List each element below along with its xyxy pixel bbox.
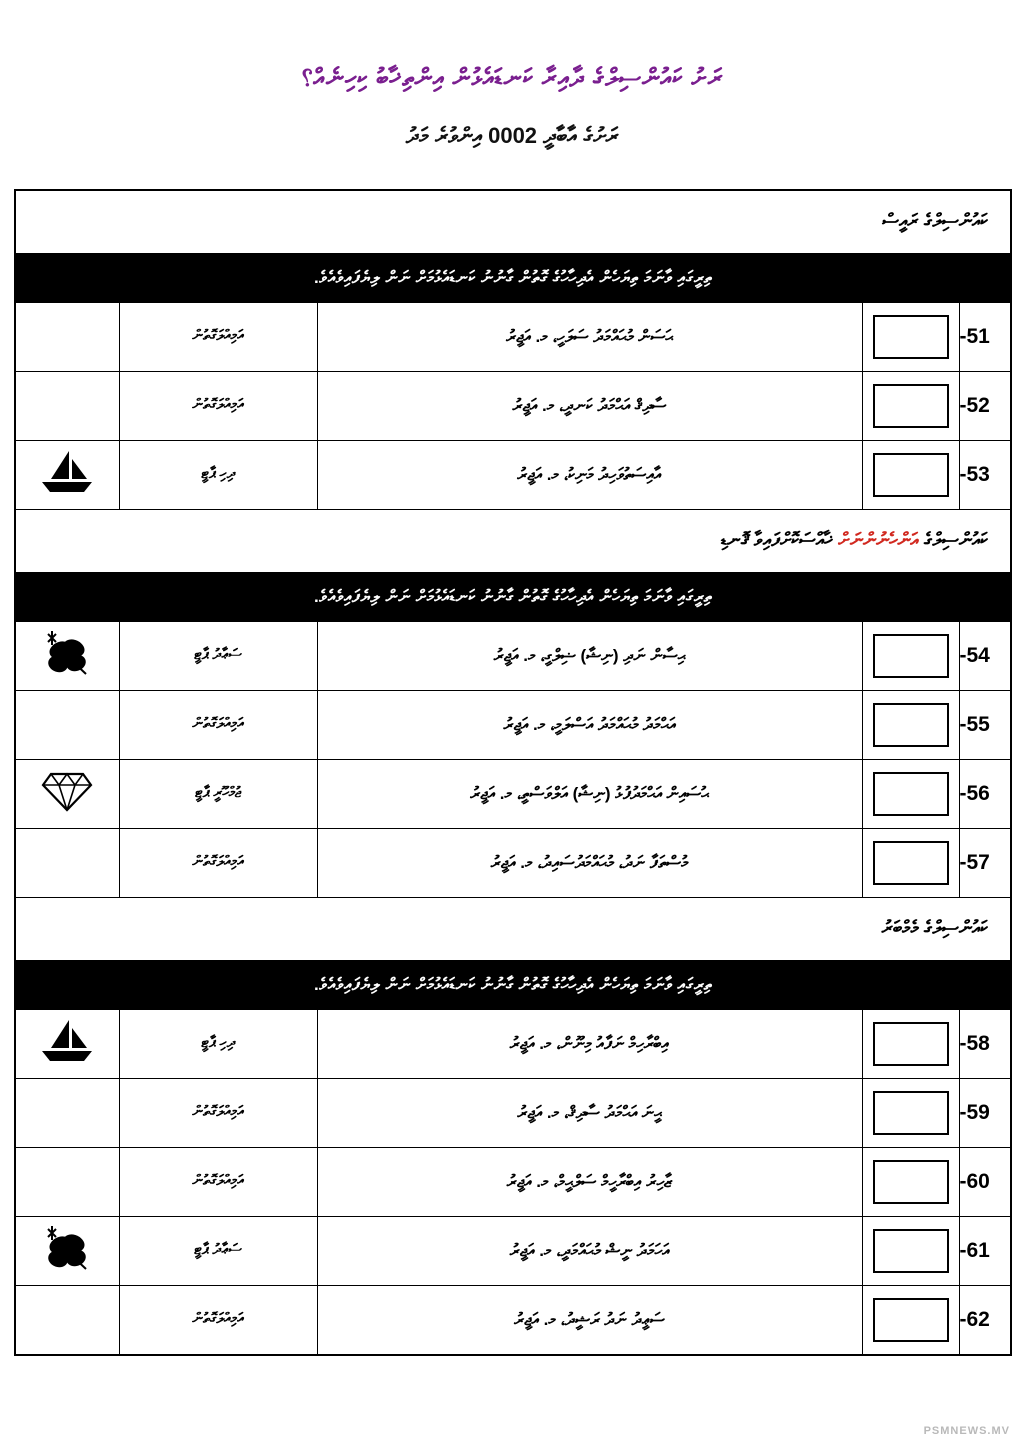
candidate-symbol-cell (15, 440, 119, 509)
candidate-affiliation-cell: އަމިއްލަގޮތުން (119, 1078, 317, 1147)
table-row (15, 621, 1011, 690)
sailboat-icon (39, 1018, 95, 1068)
table-row (15, 759, 1011, 828)
candidate-number-cell: -62 (959, 1285, 1011, 1355)
candidate-number-cell: -56 (959, 759, 1011, 828)
page-subtitle: ރަށުގެ އާބާދީ 2000 އިންވުރެ މަދު (405, 122, 619, 148)
candidate-number-cell: -54 (959, 621, 1011, 690)
vote-box-cell[interactable] (862, 1009, 959, 1078)
candidate-number-cell: -59 (959, 1078, 1011, 1147)
candidate-symbol-cell (15, 1147, 119, 1216)
vote-checkbox[interactable] (873, 1229, 949, 1273)
table-row (15, 1285, 1011, 1355)
candidate-symbol-cell (15, 690, 119, 759)
section-heading-row (15, 897, 1011, 960)
candidate-affiliation-cell: ސަޢާދު ޕާޓީ (119, 1216, 317, 1285)
candidate-number-cell: -58 (959, 1009, 1011, 1078)
candidate-name-cell: ޙިސާން ނަދި (ނިޝާ) ޟިލްގީ، މ. އަޖީރު (317, 621, 862, 690)
vote-box-cell[interactable] (862, 440, 959, 509)
candidate-affiliation-cell: އަމިއްލަގޮތުން (119, 302, 317, 371)
candidate-affiliation-cell: ދިހި ޕާޓީ (119, 1009, 317, 1078)
instruction-band: ތިރީގައި ވާނަމަ ތިޔަހެން އެދިހާހުގެ ގޮތުން ގާނުނު ކަނޑައެޅުމަށް ނަން ލިޔެފައިވެއެވެ. (15, 960, 1011, 1009)
candidate-symbol-cell (15, 1078, 119, 1147)
vote-checkbox[interactable] (873, 841, 949, 885)
sailboat-icon (39, 449, 95, 499)
section-heading-row (15, 190, 1011, 254)
ballot-table (14, 189, 1012, 1356)
table-row (15, 828, 1011, 897)
candidate-number-cell: -52 (959, 371, 1011, 440)
instruction-band-row (15, 960, 1011, 1009)
section-heading: ކައުންސިލްގެ ރައީސް (15, 190, 1011, 254)
candidate-number-cell: -57 (959, 828, 1011, 897)
vote-box-cell[interactable] (862, 1078, 959, 1147)
table-row (15, 1078, 1011, 1147)
candidate-name-cell: އިބްރާހިމް ނަފާއު މިނޫން، މ. އަޖީރު (317, 1009, 862, 1078)
vote-box-cell[interactable] (862, 1216, 959, 1285)
section-heading: ކައުންސިލްގެ އަންހެނުންނަށް ޚާއްސަކޮށްފައިވާ ޤޮނޑި (15, 509, 1011, 572)
vote-checkbox[interactable] (873, 1091, 949, 1135)
candidate-name-cell: ޒާހިރު އިބްރާހީމް ސަލްޙީމް، މ. އަޖީރު (317, 1147, 862, 1216)
candidate-name-cell: ޙީނަ އަޙްމަދު ސާދިޤް، މ. އަޖީރު (317, 1078, 862, 1147)
candidate-name-cell: ސަޢީދު ނަދު ރަޝީދު، މ. އަޖީރު (317, 1285, 862, 1355)
table-row (15, 302, 1011, 371)
vote-box-cell[interactable] (862, 828, 959, 897)
table-row (15, 690, 1011, 759)
candidate-affiliation-cell: އަމިއްލަގޮތުން (119, 828, 317, 897)
vote-box-cell[interactable] (862, 621, 959, 690)
diamond-icon (41, 768, 93, 818)
candidate-affiliation-cell: އަމިއްލަގޮތުން (119, 1147, 317, 1216)
section-heading-accent: އަންހެނުންނަށް (838, 529, 919, 551)
vote-box-cell[interactable] (862, 371, 959, 440)
page-title: ރަށު ކައުންސިލްގެ ދާއިރާ ކަނޑައެޅުން އިންތިޚާބު ކިހިނެއް؟ (301, 64, 723, 92)
instruction-band-row (15, 572, 1011, 621)
watermark: PSMNEWS.MV (923, 1425, 1010, 1437)
candidate-number-cell: -61 (959, 1216, 1011, 1285)
candidate-symbol-cell (15, 1285, 119, 1355)
section-heading: ކައުންސިލްގެ މެމްބަރު (15, 897, 1011, 960)
instruction-band: ތިރީގައި ވާނަމަ ތިޔަހެން އެދިހާހުގެ ގޮތުން ގާނުނު ކަނޑައެޅުމަށް ނަން ލިޔެފައިވެއެވެ. (15, 253, 1011, 302)
candidate-number-cell: -55 (959, 690, 1011, 759)
vote-checkbox[interactable] (873, 1298, 949, 1342)
vote-box-cell[interactable] (862, 759, 959, 828)
candidate-symbol-cell (15, 371, 119, 440)
vote-box-cell[interactable] (862, 690, 959, 759)
candidate-name-cell: ޙުސައިން އަޙްމަދުފުޅު (ނިޝާ) އަލްވަސްތީ، މ. އަޖީރު (317, 759, 862, 828)
candidate-name-cell: އާއިސަތުވަހިދު މަނިކު، މ. އަޖީރު (317, 440, 862, 509)
table-row (15, 1147, 1011, 1216)
candidate-affiliation-cell: އަމިއްލަގޮތުން (119, 1285, 317, 1355)
flower-icon (40, 628, 94, 682)
candidate-symbol-cell (15, 302, 119, 371)
candidate-symbol-cell (15, 1216, 119, 1285)
vote-checkbox[interactable] (873, 453, 949, 497)
candidate-symbol-cell (15, 621, 119, 690)
section-heading-row (15, 509, 1011, 572)
table-row (15, 440, 1011, 509)
vote-box-cell[interactable] (862, 1285, 959, 1355)
table-row (15, 1009, 1011, 1078)
candidate-number-cell: -60 (959, 1147, 1011, 1216)
vote-checkbox[interactable] (873, 1160, 949, 1204)
table-row (15, 1216, 1011, 1285)
candidate-name-cell: ސާދިޤް އަޙްމަދު ކަނދީ، މ. އަޖީރު (317, 371, 862, 440)
candidate-affiliation-cell: ސަޢާދު ޕާޓީ (119, 621, 317, 690)
instruction-band: ތިރީގައި ވާނަމަ ތިޔަހެން އެދިހާހުގެ ގޮތުން ގާނުނު ކަނޑައެޅުމަށް ނަން ލިޔެފައިވެއެވެ. (15, 572, 1011, 621)
ballot-table-body (15, 190, 1011, 1355)
vote-box-cell[interactable] (862, 1147, 959, 1216)
vote-checkbox[interactable] (873, 634, 949, 678)
candidate-symbol-cell (15, 759, 119, 828)
vote-checkbox[interactable] (873, 315, 949, 359)
instruction-band-row (15, 253, 1011, 302)
candidate-name-cell: ޙަސަން މުޙައްމަދު ސަލަހީ، މ. އަޖީރު (317, 302, 862, 371)
candidate-number-cell: -53 (959, 440, 1011, 509)
candidate-affiliation-cell: ދިހި ޕާޓީ (119, 440, 317, 509)
candidate-symbol-cell (15, 828, 119, 897)
candidate-number-cell: -51 (959, 302, 1011, 371)
candidate-affiliation-cell: ޖުމްހޫރީ ޕާޓީ (119, 759, 317, 828)
candidate-affiliation-cell: އަމިއްލަގޮތުން (119, 371, 317, 440)
table-row (15, 371, 1011, 440)
candidate-name-cell: އަޙްމަދު މުޙައްމަދު އަސްލަމީ، މ. އަޖީރު (317, 690, 862, 759)
candidate-name-cell: އަހަމަދު ނީޝް މުޙައްމަދީ، މ. އަޖީރު (317, 1216, 862, 1285)
candidate-affiliation-cell: އަމިއްލަގޮތުން (119, 690, 317, 759)
candidate-name-cell: މުސްތަފާ ނަދު، މުޙައްމަދުސައިދު، މ. އަޖީރު (317, 828, 862, 897)
vote-checkbox[interactable] (873, 703, 949, 747)
flower-icon (40, 1223, 94, 1277)
vote-box-cell[interactable] (862, 302, 959, 371)
candidate-symbol-cell (15, 1009, 119, 1078)
vote-checkbox[interactable] (873, 772, 949, 816)
vote-checkbox[interactable] (873, 1022, 949, 1066)
vote-checkbox[interactable] (873, 384, 949, 428)
